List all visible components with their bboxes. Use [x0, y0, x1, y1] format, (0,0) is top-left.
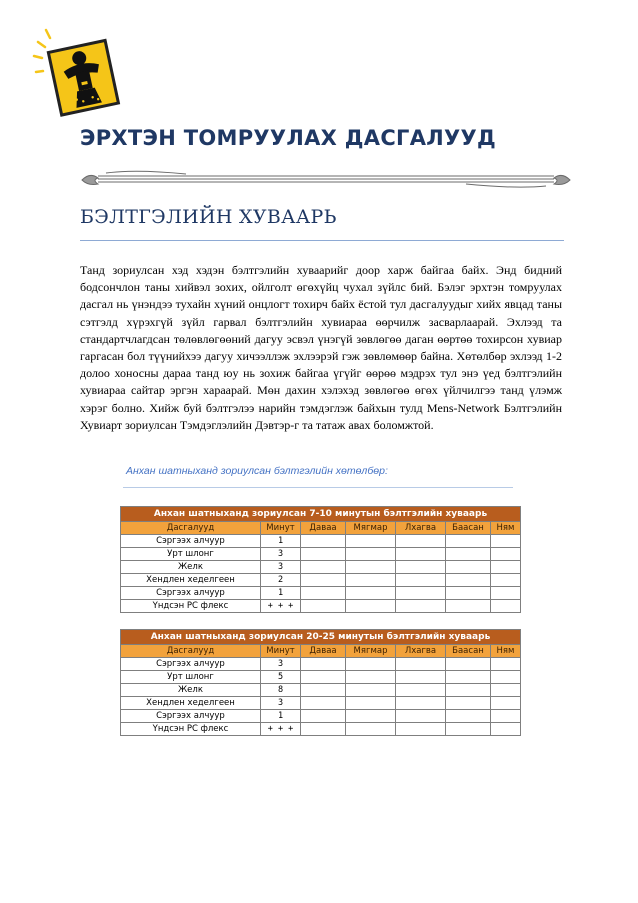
table-row — [121, 697, 521, 710]
table-row — [121, 723, 521, 736]
day-cell — [301, 600, 346, 613]
table-row — [121, 658, 521, 671]
day-cell — [396, 600, 446, 613]
ornament-divider-icon — [76, 168, 576, 190]
day-cell — [491, 587, 521, 600]
caption-divider — [123, 487, 513, 488]
day-cell — [446, 600, 491, 613]
day-cell — [446, 697, 491, 710]
table-row — [121, 671, 521, 684]
exercise-cell: Урт шлонг — [121, 548, 261, 561]
day-cell — [396, 574, 446, 587]
day-cell — [491, 574, 521, 587]
minutes-cell: 3 — [261, 697, 301, 710]
day-cell — [491, 600, 521, 613]
day-cell — [396, 548, 446, 561]
table-title: Анхан шатныханд зориулсан 7-10 минутын бэлтгэлийн хуваарь — [120, 506, 521, 521]
day-cell — [446, 671, 491, 684]
column-header: Дасгалууд — [121, 645, 261, 658]
day-cell — [446, 587, 491, 600]
exercise-cell: Хендлен хеделгеен — [121, 697, 261, 710]
day-cell — [446, 548, 491, 561]
day-cell — [396, 697, 446, 710]
section-divider — [80, 240, 564, 241]
column-header: Минут — [261, 645, 301, 658]
minutes-cell: 3 — [261, 658, 301, 671]
day-cell — [446, 723, 491, 736]
table-row — [121, 548, 521, 561]
table-row — [121, 561, 521, 574]
day-cell — [396, 587, 446, 600]
column-header: Баасан — [446, 645, 491, 658]
day-cell — [491, 710, 521, 723]
day-cell — [346, 710, 396, 723]
exercise-cell: Урт шлонг — [121, 671, 261, 684]
day-cell — [396, 535, 446, 548]
table-row — [121, 600, 521, 613]
column-header: Баасан — [446, 522, 491, 535]
minutes-cell: 1 — [261, 710, 301, 723]
exercise-cell: Сэргээх алчуур — [121, 535, 261, 548]
day-cell — [491, 548, 521, 561]
table-row — [121, 587, 521, 600]
day-cell — [346, 548, 396, 561]
day-cell — [346, 658, 396, 671]
day-cell — [346, 574, 396, 587]
day-cell — [491, 658, 521, 671]
table-header-row — [121, 522, 521, 535]
table-header-row — [121, 645, 521, 658]
day-cell — [446, 535, 491, 548]
column-header: Дасгалууд — [121, 522, 261, 535]
page-title: ЭРХТЭН ТОМРУУЛАХ ДАСГАЛУУД — [80, 126, 496, 150]
column-header: Ням — [491, 645, 521, 658]
day-cell — [446, 658, 491, 671]
day-cell — [301, 723, 346, 736]
exercise-cell: Үндсэн PC флекс — [121, 600, 261, 613]
day-cell — [301, 671, 346, 684]
table-row — [121, 574, 521, 587]
day-cell — [301, 561, 346, 574]
column-header: Минут — [261, 522, 301, 535]
day-cell — [491, 697, 521, 710]
day-cell — [446, 684, 491, 697]
day-cell — [346, 587, 396, 600]
day-cell — [301, 710, 346, 723]
day-cell — [491, 535, 521, 548]
logo-icon — [30, 16, 122, 120]
day-cell — [346, 561, 396, 574]
column-header: Лхагва — [396, 645, 446, 658]
column-header: Ням — [491, 522, 521, 535]
day-cell — [491, 671, 521, 684]
minutes-cell: 3 — [261, 561, 301, 574]
day-cell — [491, 723, 521, 736]
exercise-cell: Желк — [121, 561, 261, 574]
table-title: Анхан шатныханд зориулсан 20-25 минутын бэлтгэлийн хуваарь — [120, 629, 521, 644]
minutes-cell: + + + — [261, 723, 301, 736]
day-cell — [491, 561, 521, 574]
day-cell — [301, 658, 346, 671]
exercise-cell: Сэргээх алчуур — [121, 658, 261, 671]
body-paragraph: Танд зориулсан хэд хэдэн бэлтгэлийн хуваарийг доор харж байгаа байх. Энд бидний бодсончлон таны хийвэл зохих, ойлголт өгөхүйц чухал зүйлс бий. Бэлэг эрхтэн томруулах дасгал нь үнэндээ тухайн хүний онцлогт тохирч байх ёстой тул дасгалуудыг хийх явцад таны сэтгэлд хүрэхгүй зүйл гарвал бэлтгэлийн хувиараа өөрчилж засварлаарай. Эхлээд та стандартчлагдсан төлөвлөгөөний дагуу эсвэл үнэгүй зөвлөгөө даган өөртөө тохирсон хувиар гаргасан бол түүнийхээ дагуу хичээллэж эхлээрэй гэж зөвлөмөөр байна. Хөтөлбөр эхлээд 1-2 долоо хоносны дараа танд юу нь зохиж байгаа үгүйг өөрөө мэдрэх тул энэ үед бэлтгэлийн хувиараа сайтар эргэн хараарай. Мөн дахин хэлэхэд зөвлөгөө өгөх үйлчилгээ танд үлэмж хэрэг болно. Хийж буй бэлтгэлээ нарийн тэмдэглэж байхын тулд Mens-Network Бэлтгэлийн Хувиарт зориулсан Тэмдэглэлийн Дэвтэр-г та татаж авах боломжтой. — [80, 263, 562, 432]
day-cell — [301, 587, 346, 600]
day-cell — [396, 561, 446, 574]
day-cell — [301, 697, 346, 710]
column-header: Мягмар — [346, 645, 396, 658]
day-cell — [301, 535, 346, 548]
day-cell — [346, 697, 396, 710]
exercise-cell: Хендлен хеделгеен — [121, 574, 261, 587]
day-cell — [346, 684, 396, 697]
day-cell — [491, 684, 521, 697]
exercise-cell: Желк — [121, 684, 261, 697]
exercise-cell: Сэргээх алчуур — [121, 710, 261, 723]
day-cell — [396, 658, 446, 671]
column-header: Даваа — [301, 645, 346, 658]
day-cell — [346, 600, 396, 613]
exercise-cell: Үндсэн PC флекс — [121, 723, 261, 736]
day-cell — [446, 710, 491, 723]
minutes-cell: 1 — [261, 535, 301, 548]
column-header: Мягмар — [346, 522, 396, 535]
schedule-table-7-10 — [120, 506, 521, 613]
program-caption: Анхан шатныханд зориулсан бэлтгэлийн хөтөлбөр: — [126, 465, 388, 477]
day-cell — [396, 710, 446, 723]
schedule-table-20-25 — [120, 629, 521, 736]
minutes-cell: + + + — [261, 600, 301, 613]
column-header: Даваа — [301, 522, 346, 535]
day-cell — [301, 548, 346, 561]
table-row — [121, 684, 521, 697]
section-title: БЭЛТГЭЛИЙН ХУВААРЬ — [80, 206, 337, 228]
minutes-cell: 2 — [261, 574, 301, 587]
day-cell — [301, 684, 346, 697]
day-cell — [396, 684, 446, 697]
table-row — [121, 535, 521, 548]
day-cell — [396, 671, 446, 684]
day-cell — [396, 723, 446, 736]
day-cell — [346, 535, 396, 548]
column-header: Лхагва — [396, 522, 446, 535]
day-cell — [301, 574, 346, 587]
day-cell — [346, 723, 396, 736]
day-cell — [446, 574, 491, 587]
minutes-cell: 1 — [261, 587, 301, 600]
table-row — [121, 710, 521, 723]
minutes-cell: 8 — [261, 684, 301, 697]
minutes-cell: 5 — [261, 671, 301, 684]
day-cell — [346, 671, 396, 684]
day-cell — [446, 561, 491, 574]
exercise-cell: Сэргээх алчуур — [121, 587, 261, 600]
minutes-cell: 3 — [261, 548, 301, 561]
